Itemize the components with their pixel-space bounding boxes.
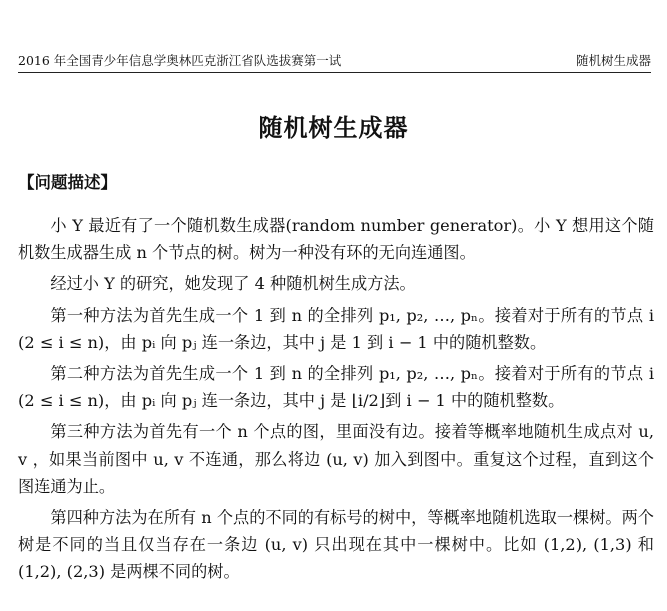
header-contest-name: 2016 年全国青少年信息学奥林匹克浙江省队选拔赛第一试 [18, 53, 342, 68]
paragraph-method-2: 第二种方法为首先生成一个 1 到 n 的全排列 p₁, p₂, …, pₙ。接着对于所有的节点 i (2 ≤ i ≤ n)，由 pᵢ 向 pⱼ 连一条边，其中 j 是 ⌊i/2⌋到 i − 1 中的随机整数。 [18, 364, 654, 411]
section-heading-problem-description: 【问题描述】 [18, 173, 117, 192]
paragraph-methods-count: 经过小 Y 的研究，她发现了 4 种随机树生成方法。 [50, 274, 416, 294]
paragraph-method-1: 第一种方法为首先生成一个 1 到 n 的全排列 p₁, p₂, …, pₙ。接着对于所有的节点 i (2 ≤ i ≤ n)，由 pᵢ 向 pⱼ 连一条边，其中 j 是 1 到 i − 1 中的随机整数。 [18, 305, 654, 352]
problem-description-body [18, 212, 654, 586]
header-problem-name: 随机树生成器 [575, 53, 651, 68]
paragraph-method-4: 第四种方法为在所有 n 个点的不同的有标号的树中，等概率地随机选取一棵树。两个树是不同的当且仅当存在一条边 (u, v) 只出现在其中一棵树中。比如 (1,2), (1,3) 和 (1,2), (2,3) 是两棵不同的树。 [18, 508, 654, 582]
paragraph-intro: 小 Y 最近有了一个随机数生成器(random number generator)。小 Y 想用这个随机数生成器生成 n 个节点的树。树为一种没有环的无向连通图。 [18, 216, 654, 263]
page-title: 随机树生成器 [258, 114, 409, 142]
running-header [18, 52, 651, 73]
paragraph-method-3: 第三种方法为首先有一个 n 个点的图，里面没有边。接着等概率地随机生成点对 u, v ，如果当前图中 u, v 不连通，那么将边 (u, v) 加入到图中。重复这个过程，直到这个图连通为止。 [18, 422, 654, 496]
